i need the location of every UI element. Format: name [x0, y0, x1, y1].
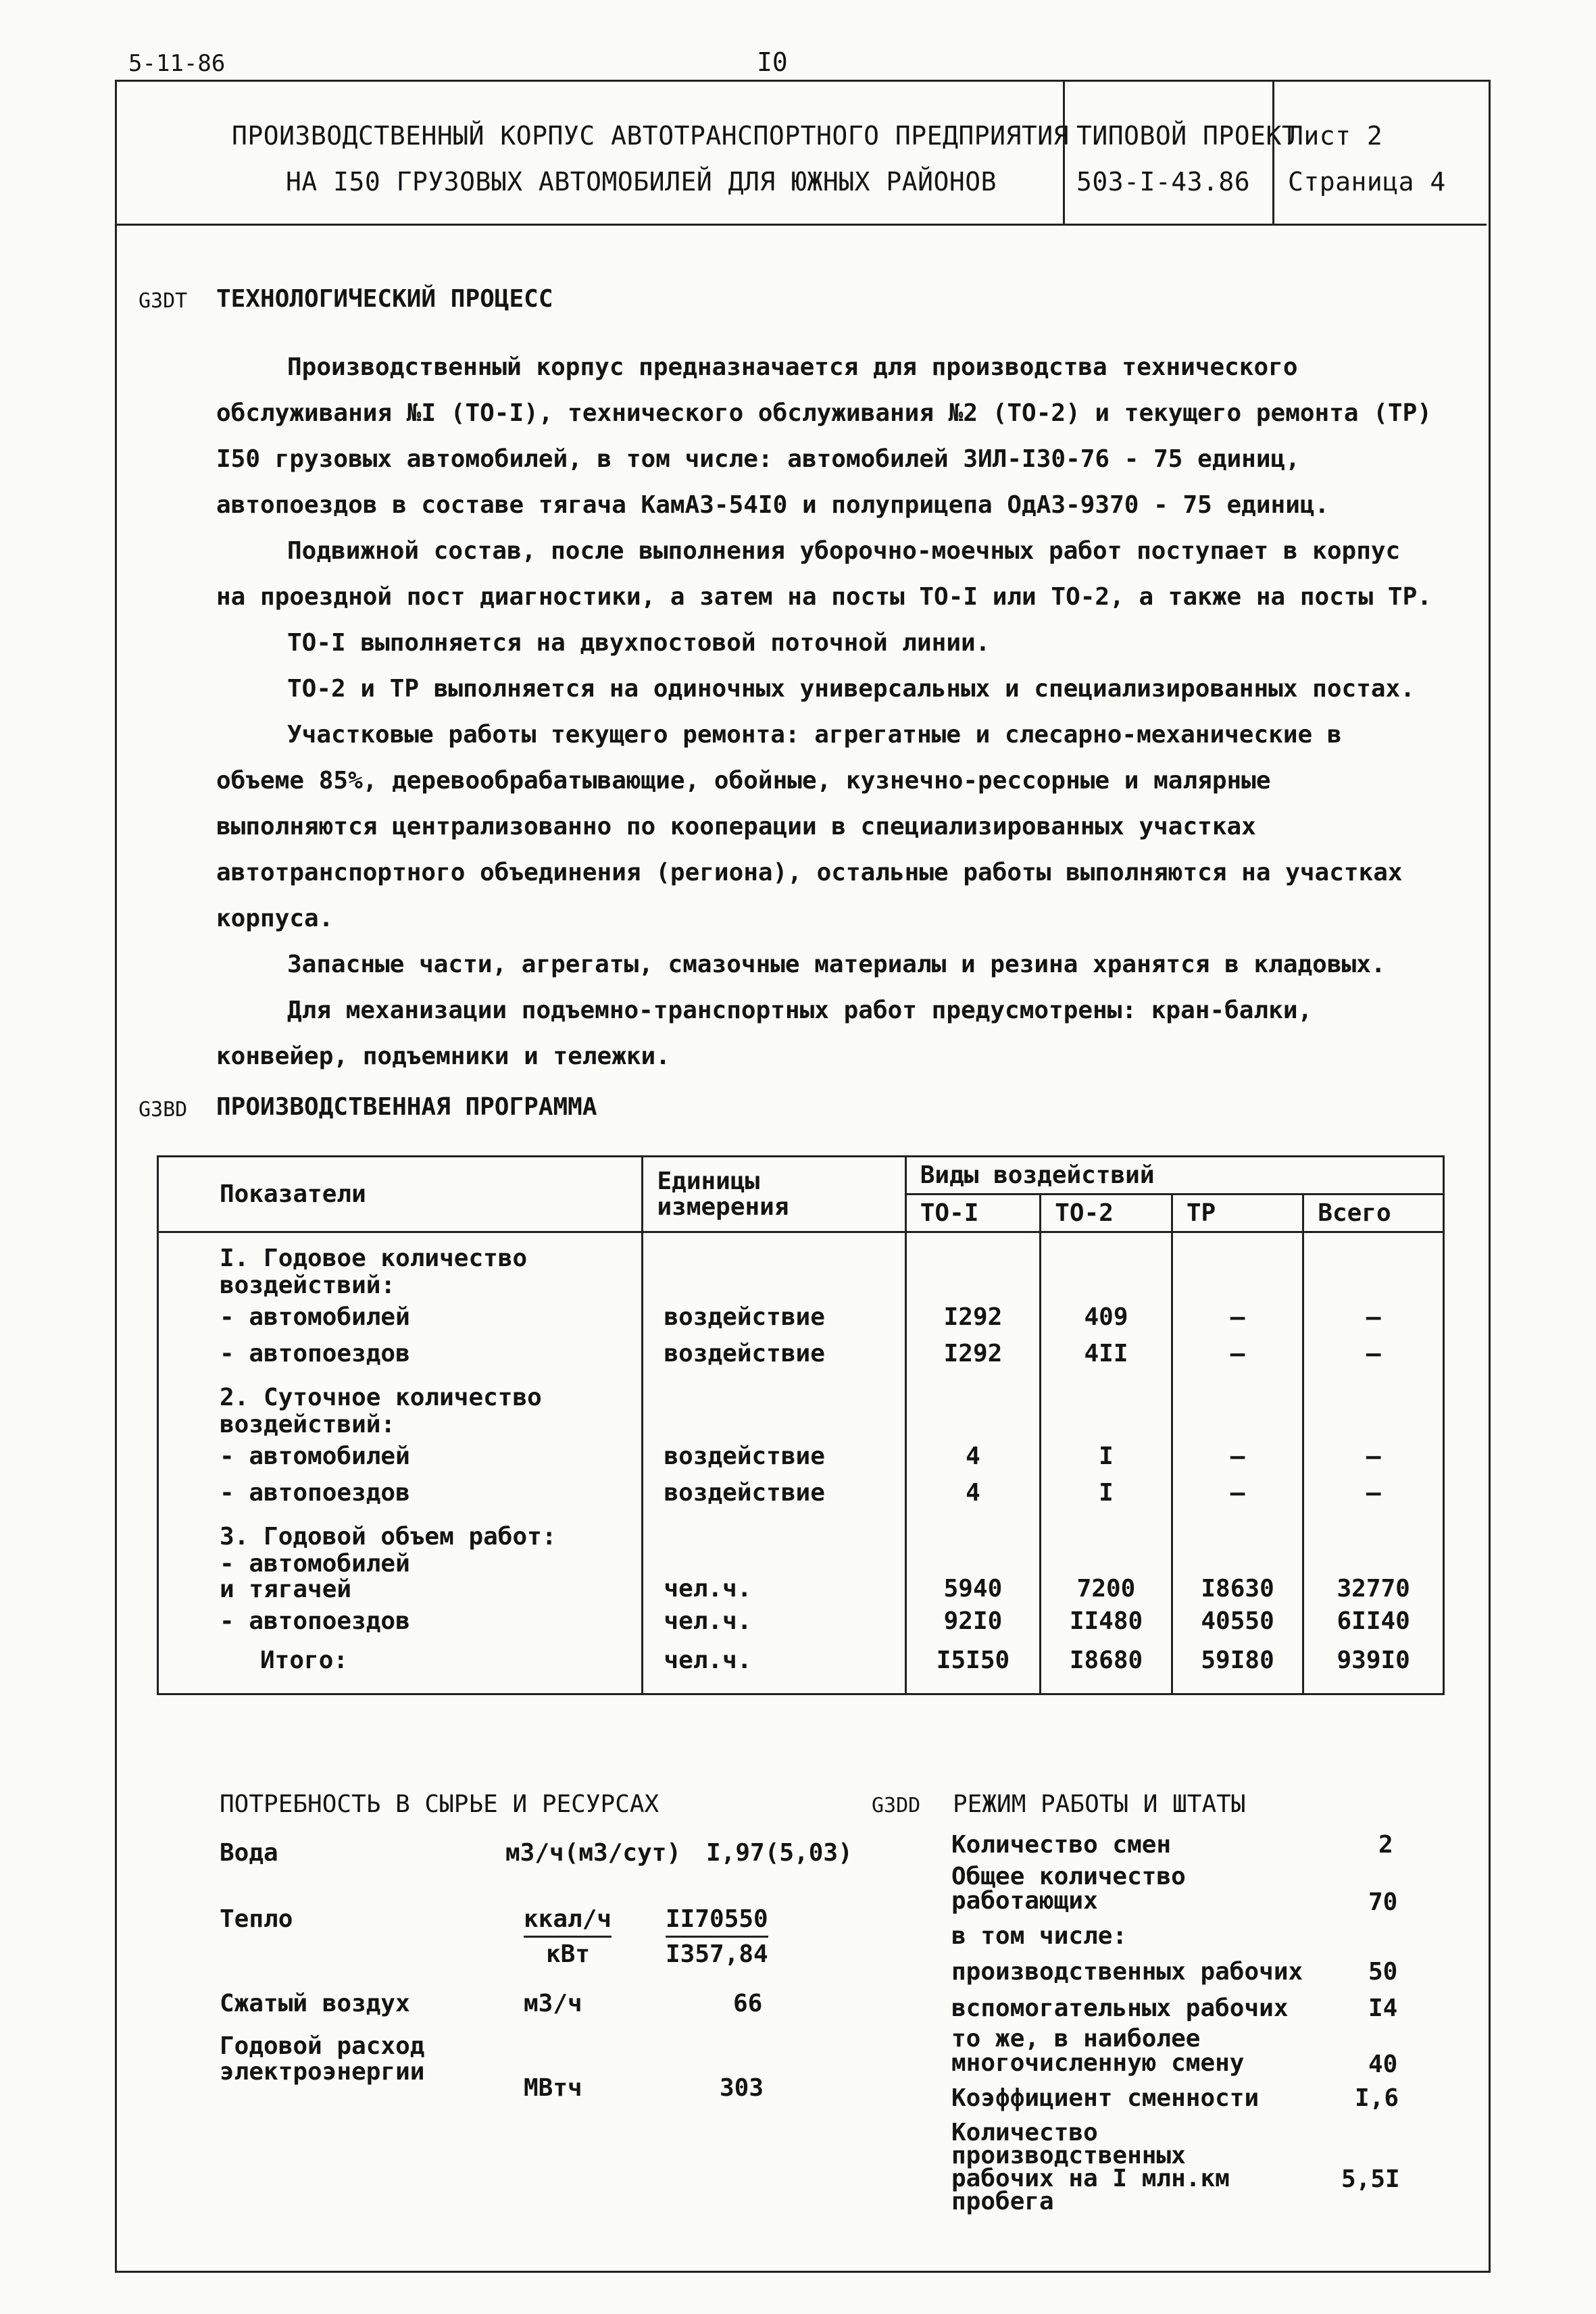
- table-row: - автопоездов воздействие I292 4II – –: [158, 1336, 1444, 1372]
- heat-value-kcal: II70550: [666, 1905, 768, 1938]
- section-annual-volume: 3. Годовой объем работ:: [158, 1511, 643, 1551]
- air-label: Сжатый воздух: [220, 1990, 410, 2017]
- process-code: G3DT: [139, 289, 188, 313]
- title-block: [117, 82, 1487, 226]
- resources-heading: ПОТРЕБНОСТЬ В СЫРЬЕ И РЕСУРСАХ: [220, 1790, 659, 1818]
- col-tr: ТР: [1172, 1194, 1303, 1232]
- max-shift-label: то же, в наиболее многочисленную смену: [951, 2025, 1245, 2077]
- col-total: Всего: [1303, 1194, 1444, 1232]
- table-row-total: Итого: чел.ч. I5I50 I8680 59I80 939I0: [158, 1640, 1444, 1694]
- including-label: в том числе:: [951, 1922, 1128, 1950]
- auxiliary-workers-value: I4: [1368, 1994, 1398, 2022]
- title-line-2: НА I50 ГРУЗОВЫХ АВТОМОБИЛЕЙ ДЛЯ ЮЖНЫХ РАЙОНОВ: [286, 167, 997, 197]
- document-code: 5-11-86: [128, 50, 226, 77]
- production-workers-label: производственных рабочих: [951, 1958, 1303, 1986]
- production-program-table: [157, 1155, 1445, 1695]
- program-heading: ПРОИЗВОДСТВЕННАЯ ПРОГРАММА: [216, 1093, 597, 1121]
- workers-per-mln-km-label: Количество производственных рабочих на I млн.км пробега: [951, 2119, 1230, 2215]
- project-number: 503-I-43.86: [1076, 167, 1251, 197]
- total-staff-label: Общее количество работающих: [951, 1863, 1186, 1915]
- sheet-cell: [1274, 82, 1487, 224]
- section-daily-count: 2. Суточное количество воздействий:: [158, 1372, 643, 1438]
- process-paragraph-3: ТО-I выполняется на двухпостовой поточной линии.: [287, 629, 991, 657]
- project-label: ТИПОВОЙ ПРОЕКТ: [1076, 121, 1298, 151]
- max-shift-value: 40: [1368, 2051, 1398, 2078]
- auxiliary-workers-label: вспомогательных рабочих: [951, 1994, 1289, 2022]
- heat-unit-kw: кВт: [546, 1940, 591, 1968]
- total-staff-value: 70: [1368, 1888, 1398, 1916]
- process-paragraph-2: Подвижной состав, после выполнения уборочно-моечных работ поступает в корпус на проездной пост диагностики, а затем на посты ТО-I или ТО-2, а также на посты ТР.: [216, 537, 1432, 611]
- table-row: - автопоездов чел.ч. 92I0 II480 40550 6II40: [158, 1603, 1444, 1640]
- process-paragraph-5: Участковые работы текущего ремонта: агрегатные и слесарно-механические в объеме 85%, деревообрабатывающие, обойные, кузнечно-рессорные и малярные выполняются централизованно по кооперации в специализированных участках автотранспортного объединения (региона), остальные работы выполняются на участках корпуса.: [216, 721, 1403, 932]
- air-unit: м3/ч: [524, 1990, 582, 2017]
- heat-value-kw: I357,84: [666, 1940, 768, 1968]
- process-heading: ТЕХНОЛОГИЧЕСКИЙ ПРОЦЕСС: [216, 285, 553, 313]
- production-workers-value: 50: [1368, 1958, 1398, 1986]
- heat-unit-kcal: ккал/ч: [524, 1905, 612, 1938]
- shift-coefficient-label: Коэффициент сменности: [951, 2084, 1260, 2112]
- electricity-label: Годовой расход электроэнергии: [220, 2032, 425, 2086]
- table-row: - автопоездов воздействие 4 I – –: [158, 1475, 1444, 1511]
- water-label: Вода: [220, 1839, 278, 1867]
- staff-code: G3DD: [872, 1794, 921, 1817]
- col-types: Виды воздействий: [905, 1157, 1443, 1194]
- electricity-unit: МВтч: [524, 2074, 582, 2102]
- page-number: I0: [757, 47, 788, 77]
- water-unit: м3/ч(м3/сут): [505, 1839, 682, 1867]
- process-text: [216, 345, 1432, 1080]
- page-label: Страница 4: [1288, 167, 1446, 197]
- shift-coefficient-value: I,6: [1355, 2084, 1399, 2112]
- shifts-value: 2: [1378, 1831, 1393, 1859]
- title-line-1: ПРОИЗВОДСТВЕННЫЙ КОРПУС АВТОТРАНСПОРТНОГО ПРЕДПРИЯТИЯ: [232, 121, 1070, 151]
- process-paragraph-7: Для механизации подъемно-транспортных работ предусмотрены: кран-балки, конвейер, подъемники и тележки.: [216, 997, 1313, 1070]
- electricity-value: 303: [720, 2074, 764, 2102]
- project-cell: [1063, 82, 1298, 224]
- process-paragraph-1: Производственный корпус предназначается для производства технического обслуживания №I (ТО-I), технического обслуживания №2 (ТО-2) и текущего ремонта (ТР) I50 грузовых автомобилей, в том числе: автомобилей ЗИЛ-I30-76 - 75 единиц, автопоездов в составе тягача КамАЗ-54I0 и полуприцепа ОдАЗ-9370 - 75 единиц.: [216, 353, 1432, 519]
- process-paragraph-4: ТО-2 и ТР выполняется на одиночных универсальных и специализированных постах.: [287, 675, 1415, 703]
- water-value: I,97(5,03): [706, 1839, 853, 1867]
- col-indicators: Показатели: [158, 1157, 643, 1232]
- col-to1: ТО-I: [905, 1194, 1040, 1232]
- shifts-label: Количество смен: [951, 1831, 1172, 1859]
- staff-heading: РЕЖИМ РАБОТЫ И ШТАТЫ: [953, 1790, 1246, 1818]
- table-row: - автомобилей и тягачей чел.ч. 5940 7200 I8630 32770: [158, 1551, 1444, 1603]
- process-paragraph-6: Запасные части, агрегаты, смазочные материалы и резина хранятся в кладовых.: [287, 951, 1386, 978]
- title-cell: [117, 82, 1070, 224]
- heat-label: Тепло: [220, 1905, 293, 1933]
- section-annual-count: I. Годовое количество воздействий:: [158, 1232, 643, 1300]
- table-row: - автомобилей воздействие 4 I – –: [158, 1438, 1444, 1475]
- sheet-label: Лист 2: [1288, 121, 1383, 151]
- col-units: Единицы измерения: [643, 1157, 905, 1232]
- air-value: 66: [733, 1990, 763, 2017]
- col-to2: ТО-2: [1041, 1194, 1172, 1232]
- program-code: G3BD: [139, 1098, 188, 1122]
- workers-per-mln-km-value: 5,5I: [1341, 2165, 1400, 2193]
- table-row: - автомобилей воздействие I292 409 – –: [158, 1299, 1444, 1336]
